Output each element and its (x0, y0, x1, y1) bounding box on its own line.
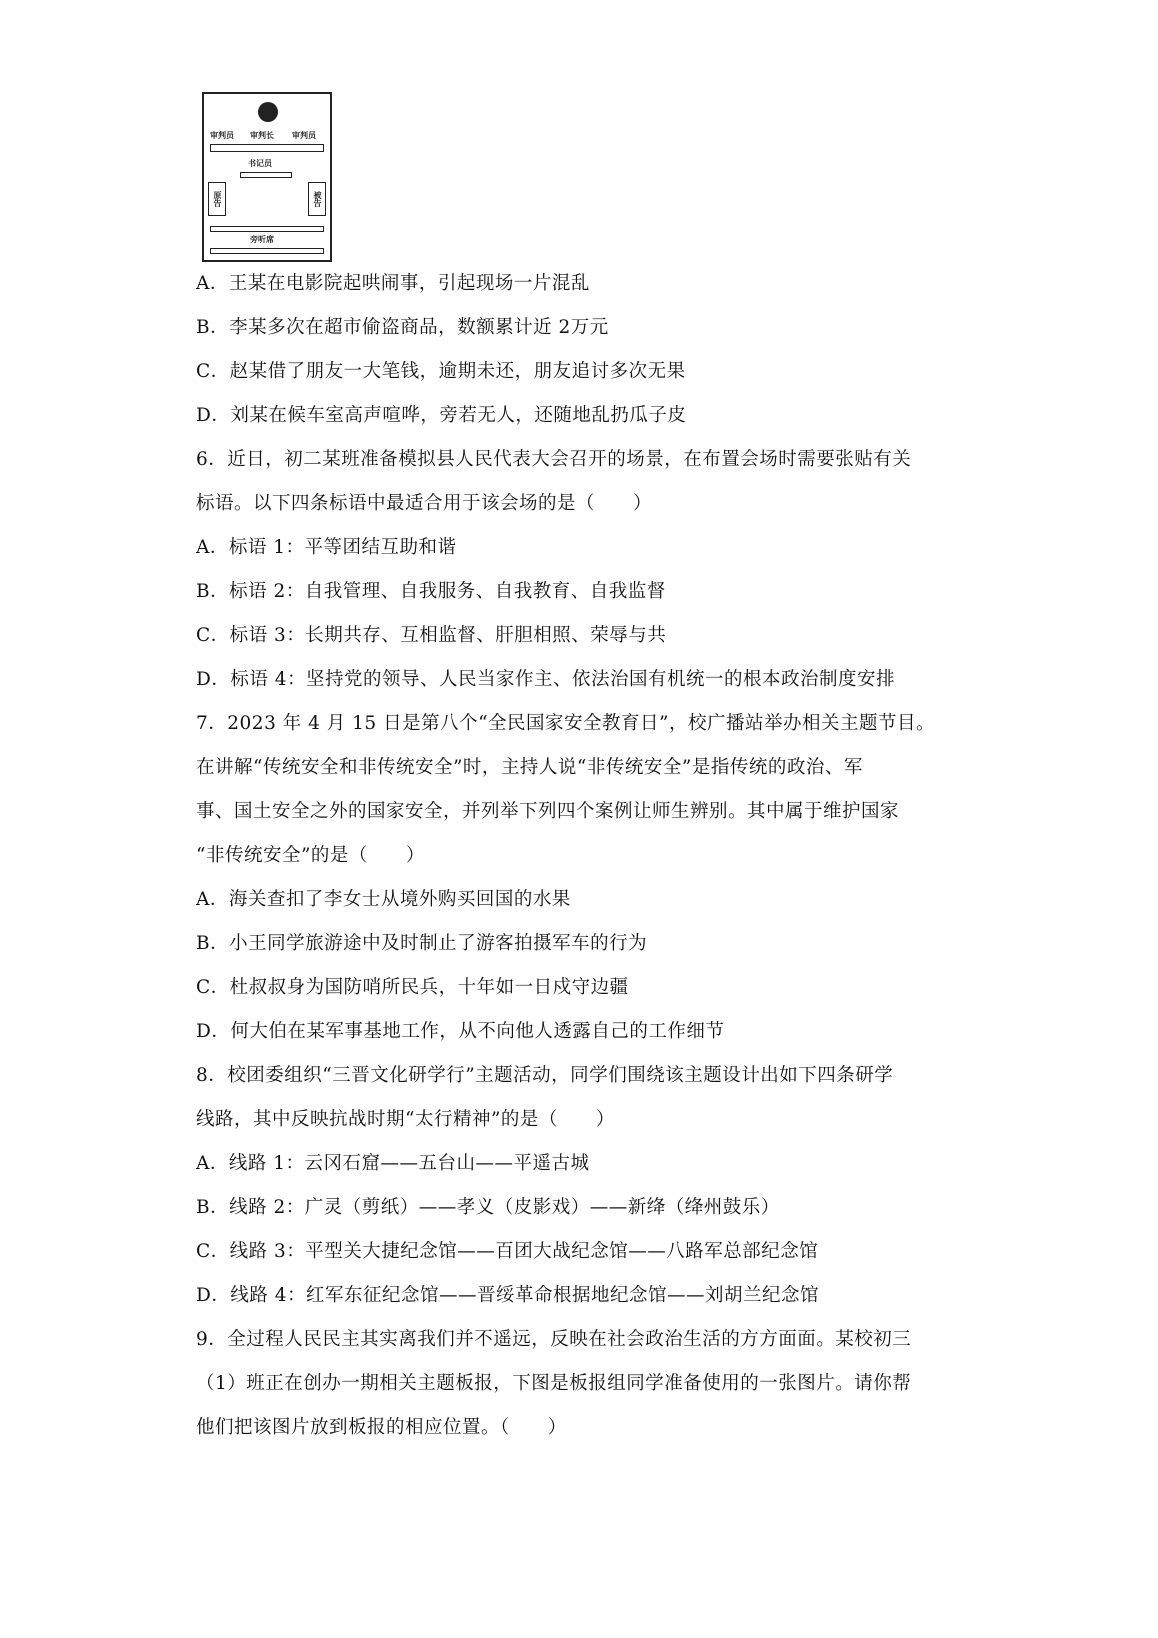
judge-left-label: 审判员 (210, 130, 234, 140)
q6-option-d: D．标语 4：坚持党的领导、人民当家作主、依法治国有机统一的根本政治制度安排 (196, 669, 895, 690)
q6-stem-line-2: 标语。以下四条标语中最适合用于该会场的是（ ） (196, 493, 653, 514)
presiding-judge-label: 审判长 (250, 130, 274, 140)
q7-stem-line-4: “非传统安全”的是（ ） (196, 845, 425, 866)
q6-option-b: B．标语 2：自我管理、自我服务、自我教育、自我监督 (196, 581, 666, 602)
q7-stem-line-2: 在讲解“传统安全和非传统安全”时，主持人说“非传统安全”是指传统的政治、军 (196, 757, 863, 778)
q7-option-a: A．海关查扣了李女士从境外购买回国的水果 (196, 889, 571, 910)
clerk-desk (240, 172, 292, 178)
q7-stem-line-3: 事、国土安全之外的国家安全，并列举下列四个案例让师生辨别。其中属于维护国家 (196, 801, 900, 822)
q9-stem-line-3: 他们把该图片放到板报的相应位置。（ ） (196, 1417, 567, 1438)
q5-option-d: D．刘某在候车室高声喧哗，旁若无人，还随地乱扔瓜子皮 (196, 405, 687, 426)
courtroom-diagram (202, 92, 332, 262)
q6-option-a: A．标语 1：平等团结互助和谐 (196, 537, 457, 558)
clerk-label: 书记员 (248, 158, 272, 168)
q8-option-a: A．线路 1：云冈石窟——五台山——平遥古城 (196, 1153, 590, 1174)
q7-option-c: C．杜叔叔身为国防哨所民兵，十年如一日戍守边疆 (196, 977, 629, 998)
defendant-box: 被告 (308, 182, 326, 216)
q6-stem-line-1: 6．近日，初二某班准备模拟县人民代表大会召开的场景，在布置会场时需要张贴有关 (196, 449, 912, 470)
q7-option-b: B．小王同学旅游途中及时制止了游客拍摄军车的行为 (196, 933, 648, 954)
q8-stem-line-1: 8．校团委组织“三晋文化研学行”主题活动，同学们围绕该主题设计出如下四条研学 (196, 1065, 894, 1086)
gallery-bench (210, 248, 324, 254)
national-emblem-icon (258, 102, 278, 122)
q5-option-c: C．赵某借了朋友一大笔钱，逾期未还，朋友追讨多次无果 (196, 361, 686, 382)
judge-right-label: 审判员 (292, 130, 316, 140)
q9-stem-line-1: 9．全过程人民民主其实离我们并不遥远，反映在社会政治生活的方方面面。某校初三 (196, 1329, 912, 1350)
q5-option-a: A．王某在电影院起哄闹事，引起现场一片混乱 (196, 273, 590, 294)
gallery-rail (210, 226, 324, 232)
q8-stem-line-2: 线路，其中反映抗战时期“太行精神”的是（ ） (196, 1109, 615, 1130)
q5-option-b: B．李某多次在超市偷盗商品，数额累计近 2万元 (196, 317, 609, 338)
q8-option-d: D．线路 4：红军东征纪念馆——晋绥革命根据地纪念馆——刘胡兰纪念馆 (196, 1285, 819, 1306)
judges-bench (210, 144, 324, 152)
q7-stem-line-1: 7．2023 年 4 月 15 日是第八个“全民国家安全教育日”，校广播站举办相关主题节目。 (196, 713, 935, 734)
q8-option-b: B．线路 2：广灵（剪纸）——孝义（皮影戏）——新绛（绛州鼓乐） (196, 1197, 780, 1218)
q6-option-c: C．标语 3：长期共存、互相监督、肝胆相照、荣辱与共 (196, 625, 667, 646)
q9-stem-line-2: （1）班正在创办一期相关主题板报，下图是板报组同学准备使用的一张图片。请你帮 (196, 1373, 912, 1394)
gallery-label: 旁听席 (250, 234, 274, 244)
q7-option-d: D．何大伯在某军事基地工作，从不向他人透露自己的工作细节 (196, 1021, 725, 1042)
plaintiff-box: 原告 (208, 182, 226, 216)
q8-option-c: C．线路 3：平型关大捷纪念馆——百团大战纪念馆——八路军总部纪念馆 (196, 1241, 819, 1262)
